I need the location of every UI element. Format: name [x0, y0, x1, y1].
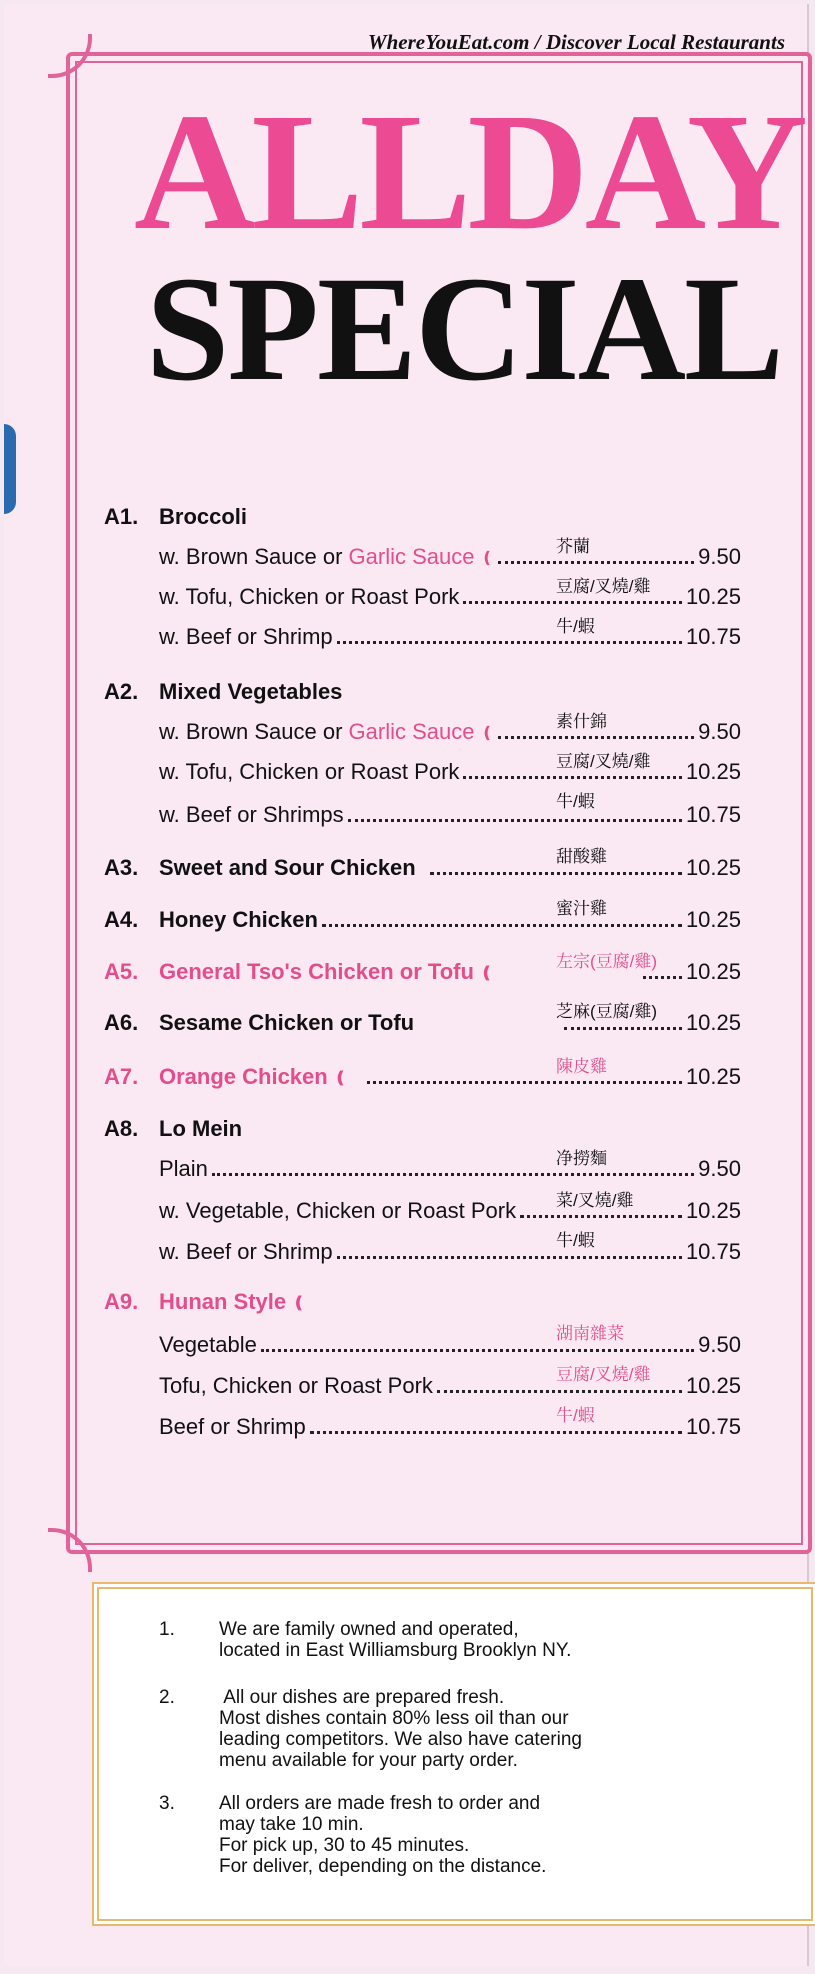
dot-leader [367, 1081, 682, 1084]
row-price: 10.25 [685, 1198, 741, 1223]
row-price: 10.75 [685, 1414, 741, 1439]
row-price: 10.75 [685, 802, 741, 827]
info-line: may take 10 min. [219, 1814, 364, 1835]
edge-graphic [4, 424, 16, 514]
info-item-1 [159, 1619, 572, 1661]
row-label: w. Tofu, Chicken or Roast Pork [159, 759, 460, 784]
item-a7-cn: 陳皮雞 [556, 1057, 607, 1076]
spicy-pepper-icon: ❪ [480, 550, 494, 568]
row-price: 9.50 [698, 1156, 741, 1181]
dot-leader [437, 1390, 682, 1393]
row-price: 10.75 [685, 624, 741, 649]
row-price: 10.25 [685, 1064, 741, 1089]
info-line: located in East Williamsburg Brooklyn NY. [219, 1640, 572, 1661]
row-label: Tofu, Chicken or Roast Pork [159, 1373, 433, 1398]
item-name: Lo Mein [159, 1116, 243, 1141]
row-label: Plain [159, 1156, 208, 1181]
item-code: A2. [104, 679, 139, 704]
row-price: 10.25 [685, 855, 741, 880]
item-a7-row [104, 1064, 741, 1090]
item-a8-cn-1: 净撈麵 [556, 1149, 607, 1168]
info-line: All orders are made fresh to order and [219, 1793, 541, 1814]
spicy-pepper-icon: ❪ [333, 1070, 348, 1088]
spicy-pepper-icon: ❪ [480, 725, 494, 743]
row-label: w. Vegetable, Chicken or Roast Pork [159, 1198, 517, 1223]
item-a9-row-3 [159, 1414, 741, 1440]
info-line: All our dishes are prepared fresh. [219, 1687, 505, 1708]
row-label: A7. Orange Chicken ❪ [104, 1064, 348, 1089]
dot-leader [520, 1215, 682, 1218]
dot-leader [498, 561, 694, 564]
item-a1-row-2 [159, 584, 741, 610]
site-banner: WhereYouEat.com / Discover Local Restaurants [367, 30, 785, 54]
item-a9-row-2 [159, 1373, 741, 1399]
row-label: w. Beef or Shrimps [159, 802, 344, 827]
row-label: Vegetable [159, 1332, 257, 1357]
spicy-pepper-icon: ❪ [479, 965, 494, 983]
item-a6-cn: 芝麻(豆腐/雞) [556, 1002, 658, 1021]
dot-leader [261, 1349, 694, 1352]
row-label: A5. General Tso's Chicken or Tofu ❪ [104, 959, 494, 984]
dot-leader [430, 872, 682, 875]
item-a4-cn: 蜜汁雞 [556, 899, 607, 918]
item-code: A9. [104, 1289, 139, 1314]
dot-leader [337, 641, 682, 644]
dot-leader [322, 924, 682, 927]
info-line: We are family owned and operated, [219, 1619, 519, 1640]
item-code: A1. [104, 504, 139, 529]
item-a9-cn-1: 湖南雜菜 [556, 1324, 624, 1343]
row-label: w. Beef or Shrimp [159, 1239, 333, 1264]
item-a8-row-2 [159, 1198, 741, 1224]
info-line: Most dishes contain 80% less oil than our [219, 1708, 569, 1729]
item-name: Hunan Style [159, 1289, 287, 1314]
item-a3-row [104, 855, 741, 881]
row-price: 10.25 [685, 907, 741, 932]
item-a2-row-1 [159, 719, 741, 745]
row-price: 10.75 [685, 1239, 741, 1264]
item-a6-row [104, 1010, 741, 1036]
spicy-pepper-icon: ❪ [292, 1295, 306, 1313]
row-price: 9.50 [698, 719, 741, 744]
dot-leader [348, 819, 682, 822]
item-a1-cn-1: 芥蘭 [556, 537, 590, 556]
row-label: A6. Sesame Chicken or Tofu [104, 1010, 415, 1035]
title-all-day: ALLDAY [134, 79, 804, 265]
row-label: A4. Honey Chicken [104, 907, 318, 932]
dot-leader [212, 1173, 694, 1176]
frame-corner [48, 1528, 92, 1572]
row-label: w. Brown Sauce or Garlic Sauce ❪ [159, 719, 494, 744]
item-a1-heading [104, 504, 247, 530]
item-name: Mixed Vegetables [159, 679, 343, 704]
item-a8-row-3 [159, 1239, 741, 1265]
item-a1-row-1 [159, 544, 741, 570]
dot-leader [498, 736, 694, 739]
dot-leader [564, 1027, 682, 1030]
info-line: For pick up, 30 to 45 minutes. [219, 1835, 470, 1856]
info-line: menu available for your party order. [219, 1750, 518, 1771]
item-a2-heading [104, 679, 342, 705]
row-price: 10.25 [685, 584, 741, 609]
row-label: w. Tofu, Chicken or Roast Pork [159, 584, 460, 609]
item-a1-cn-2: 豆腐/叉燒/雞 [556, 577, 651, 596]
item-a9-cn-2: 豆腐/叉燒/雞 [556, 1365, 651, 1384]
item-a9-cn-3: 牛/蝦 [556, 1406, 595, 1425]
info-box [92, 1582, 815, 1926]
row-price: 10.25 [685, 959, 741, 984]
row-label: Beef or Shrimp [159, 1414, 306, 1439]
dot-leader [337, 1256, 682, 1259]
info-line: For deliver, depending on the distance. [219, 1856, 547, 1877]
item-a5-row [104, 959, 741, 985]
item-a8-heading [104, 1116, 242, 1142]
dot-leader [310, 1431, 682, 1434]
row-price: 10.25 [685, 1010, 741, 1035]
dot-leader [463, 601, 682, 604]
item-a1-cn-3: 牛/蝦 [556, 617, 595, 636]
item-a8-cn-3: 牛/蝦 [556, 1231, 595, 1250]
info-item-3 [159, 1793, 547, 1877]
row-price: 9.50 [698, 544, 741, 569]
item-a2-cn-3: 牛/蝦 [556, 792, 595, 811]
item-a1-row-3 [159, 624, 741, 650]
frame-corner [48, 34, 92, 78]
row-price: 9.50 [698, 1332, 741, 1357]
item-a9-row-1 [159, 1332, 741, 1358]
title-special: SPECIAL [145, 246, 783, 412]
item-a9-heading [104, 1289, 306, 1315]
info-item-2 [159, 1687, 582, 1771]
item-a5-cn: 左宗(豆腐/雞) [556, 952, 658, 971]
item-a4-row [104, 907, 741, 933]
row-label: A3. Sweet and Sour Chicken [104, 855, 416, 880]
item-a2-row-2 [159, 759, 741, 785]
item-name: Broccoli [159, 504, 248, 529]
info-number: 2. [159, 1687, 175, 1708]
info-number: 3. [159, 1793, 175, 1814]
row-label: w. Beef or Shrimp [159, 624, 333, 649]
row-price: 10.25 [685, 759, 741, 784]
menu-page [4, 4, 809, 1966]
item-a2-row-3 [159, 802, 741, 828]
dot-leader [463, 776, 682, 779]
row-price: 10.25 [685, 1373, 741, 1398]
info-line: leading competitors. We also have catering [219, 1729, 582, 1750]
item-a8-cn-2: 菜/叉燒/雞 [556, 1191, 634, 1210]
dot-leader [643, 976, 682, 979]
row-label: w. Brown Sauce or Garlic Sauce ❪ [159, 544, 494, 569]
info-number: 1. [159, 1619, 175, 1640]
item-a8-row-1 [159, 1156, 741, 1182]
item-a2-cn-2: 豆腐/叉燒/雞 [556, 752, 651, 771]
item-a2-cn-1: 素什錦 [556, 712, 607, 731]
item-a3-cn: 甜酸雞 [556, 847, 607, 866]
item-code: A8. [104, 1116, 139, 1141]
